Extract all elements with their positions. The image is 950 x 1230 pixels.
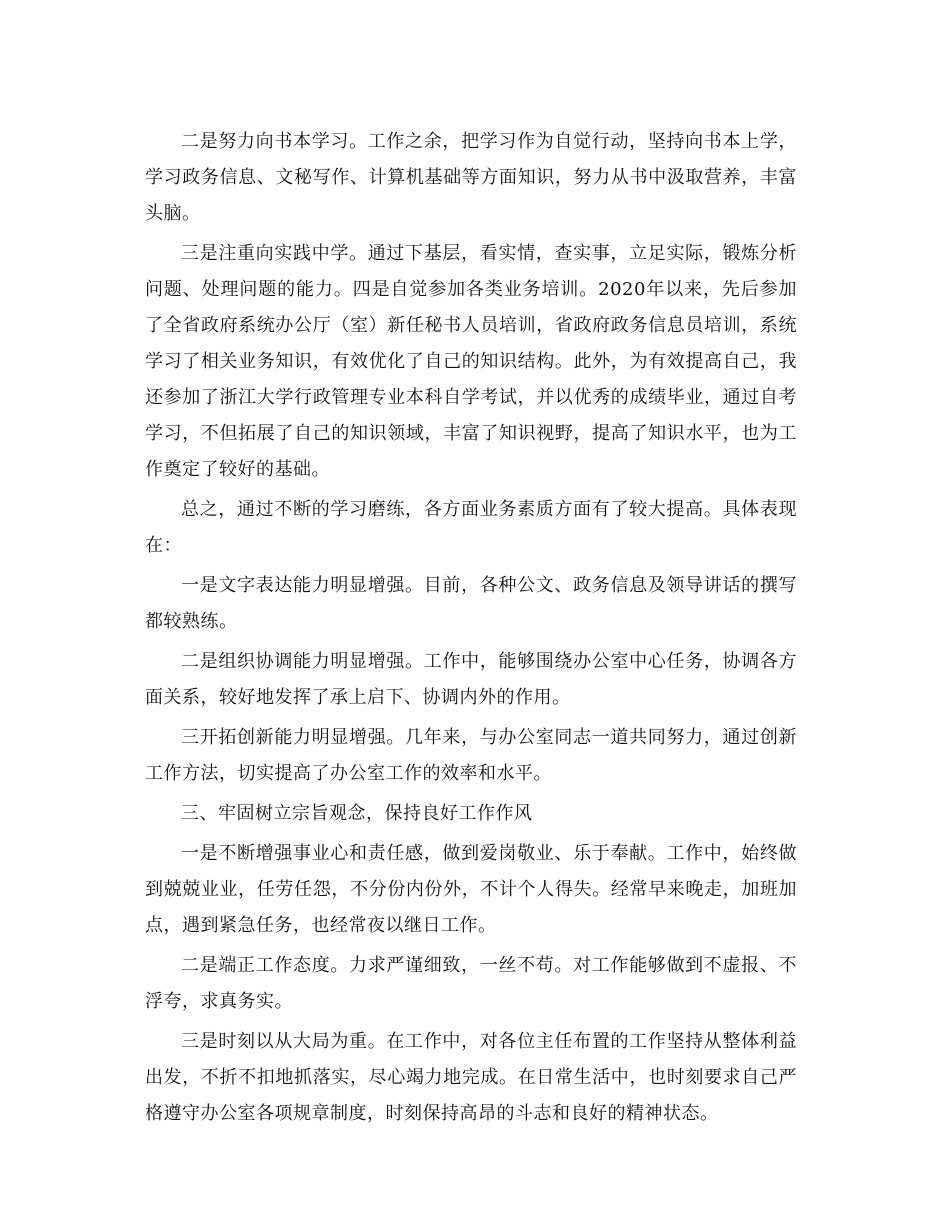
- document-page: [145, 124, 797, 1136]
- section-heading-work-style: 三、牢固树立宗旨观念，保持良好工作作风: [181, 803, 533, 824]
- paragraph-coordination-ability: 二是组织协调能力明显增强。工作中，能够围绕办公室中心任务，协调各方面关系，较好地发挥了承上启下、协调内外的作用。: [145, 651, 797, 708]
- paragraph-big-picture: 三是时刻以从大局为重。在工作中，对各位主任布置的工作坚持从整体利益出发，不折不扣地抓落实，尽心竭力地完成。在日常生活中，也时刻要求自己严格遵守办公室各项规章制度，时刻保持高昂的斗志和良好的精神状态。: [145, 1031, 797, 1124]
- paragraph-summary: 总之，通过不断的学习磨练，各方面业务素质方面有了较大提高。具体表现在：: [145, 499, 797, 556]
- paragraph-study-books: 二是努力向书本学习。工作之余，把学习作为自觉行动，坚持向书本上学，学习政务信息、文秘写作、计算机基础等方面知识，努力从书中汲取营养，丰富头脑。: [145, 131, 797, 224]
- paragraph-attitude: 二是端正工作态度。力求严谨细致，一丝不苟。对工作能够做到不虚报、不浮夸，求真务实。: [145, 955, 797, 1012]
- paragraph-innovation-ability: 三开拓创新能力明显增强。几年来，与办公室同志一道共同努力，通过创新工作方法，切实提高了办公室工作的效率和水平。: [145, 727, 797, 784]
- paragraph-dedication: 一是不断增强事业心和责任感，做到爱岗敬业、乐于奉献。工作中，始终做到兢兢业业，任劳任怨，不分份内份外，不计个人得失。经常早来晚走，加班加点，遇到紧急任务，也经常夜以继日工作。: [145, 843, 797, 936]
- paragraph-study-practice: 三是注重向实践中学。通过下基层，看实情，查实事，立足实际，锻炼分析问题、处理问题的能力。四是自觉参加各类业务培训。2020年以来，先后参加了全省政府系统办公厅（室）新任秘书人员培训，省政府政务信息员培训，系统学习了相关业务知识，有效优化了自己的知识结构。此外，为有效提高自己，我还参加了浙江大学行政管理专业本科自学考试，并以优秀的成绩毕业，通过自考学习，不但拓展了自己的知识领域，丰富了知识视野，提高了知识水平，也为工作奠定了较好的基础。: [145, 243, 797, 480]
- paragraph-writing-ability: 一是文字表达能力明显增强。目前，各种公文、政务信息及领导讲话的撰写都较熟练。: [145, 575, 797, 632]
